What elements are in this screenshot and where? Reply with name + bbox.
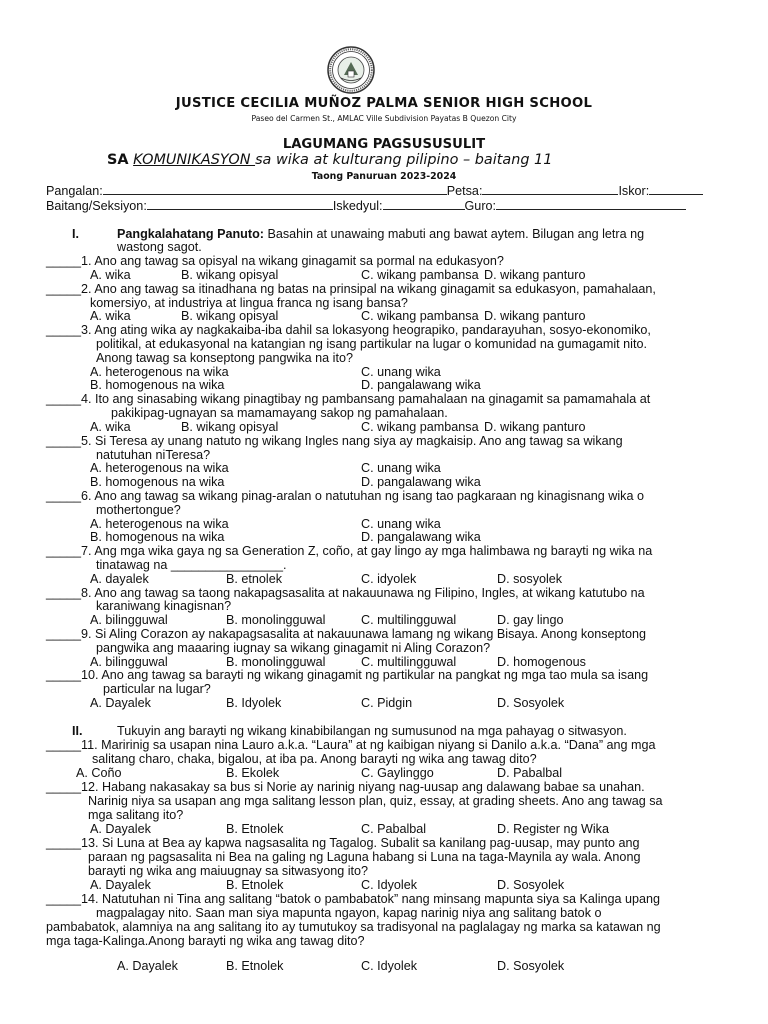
question-13-cont: paraan ng pagsasalita ni Bea na galing ng Laguna habang si Luna na taga-Maynila ay wala. Anong — [88, 850, 641, 864]
question-14: _____14. Natutuhan ni Tina ang salitang “batok o pambabatok” nang minsang mapunta siya sa Kalinga upang — [46, 892, 661, 906]
score-blank[interactable] — [649, 184, 703, 195]
choice-9a[interactable]: A. bilingguwal — [90, 655, 168, 669]
choice-11b[interactable]: B. Ekolek — [226, 766, 280, 780]
question-2-cont: komersiyo, at industriya at lingua franca ng isang bansa? — [90, 296, 408, 310]
question-9: _____9. Si Aling Corazon ay nakapagsasalita at nakauunawa lamang ng wikang Bisaya. Anong konseptong — [46, 627, 647, 641]
question-13: _____13. Si Luna at Bea ay kapwa nagsasalita ng Tagalog. Subalit sa kanilang pag-uusap, may punto ang — [46, 836, 640, 850]
choice-1c[interactable]: C. wikang pambansa — [361, 268, 479, 282]
part2-directions: Tukuyin ang barayti ng wikang kinabibilangan ng sumusunod na mga pahayag o sitwasyon. — [117, 724, 627, 738]
question-8-cont: karaniwang kinagisnan? — [96, 599, 232, 613]
teacher-label: Guro: — [464, 199, 497, 213]
schedule-blank[interactable] — [383, 199, 465, 210]
school-year: Taong Panuruan 2023-2024 — [311, 171, 457, 182]
choice-3a[interactable]: A. heterogenous na wika — [90, 365, 229, 379]
choice-5d[interactable]: D. pangalawang wika — [361, 475, 481, 489]
score-label: Iskor: — [618, 184, 650, 198]
choice-10c[interactable]: C. Pidgin — [361, 696, 413, 710]
choice-1d[interactable]: D. wikang panturo — [484, 268, 586, 282]
subject-prefix: SA — [107, 152, 129, 168]
choice-4a[interactable]: A. wika — [90, 420, 131, 434]
question-14-cont: magpalagay nito. Saan man siya mapunta ngayon, kapag narinig niya ang salitang batok o — [96, 906, 602, 920]
school-address: Paseo del Carmen St., AMLAC Ville Subdivision Payatas B Quezon City — [251, 114, 517, 123]
question-10-cont: particular na lugar? — [103, 682, 211, 696]
question-10: _____10. Ano ang tawag sa barayti ng wikang ginagamit ng partikular na pangkat ng mga tao mula sa isang — [46, 668, 649, 682]
choice-13c[interactable]: C. Idyolek — [361, 878, 417, 892]
question-7-cont: tinatawag na ________________. — [96, 558, 287, 572]
choice-13a[interactable]: A. Dayalek — [90, 878, 151, 892]
choice-8c[interactable]: C. multilingguwal — [361, 613, 457, 627]
choice-12d[interactable]: D. Register ng Wika — [497, 822, 609, 836]
question-9-cont: pangwika ang maaaring iugnay sa wikang ginagamit ni Aling Corazon? — [96, 641, 491, 655]
name-blank[interactable] — [103, 184, 447, 195]
question-2: _____2. Ano ang tawag sa itinadhana ng batas na prinsipal na wikang ginagamit sa edukasyon, pamahalaan, — [46, 282, 656, 296]
question-12: _____12. Habang nakasakay sa bus si Norie ay narinig niyang nag-uusap ang dalawang babae sa unahan. — [46, 780, 645, 794]
name-label: Pangalan: — [46, 184, 103, 198]
choice-6d[interactable]: D. pangalawang wika — [361, 530, 481, 544]
choice-2a[interactable]: A. wika — [90, 309, 131, 323]
choice-10b[interactable]: B. Idyolek — [226, 696, 282, 710]
choice-12b[interactable]: B. Etnolek — [226, 822, 284, 836]
question-6: _____6. Ano ang tawag sa wikang pinag-aralan o natutuhan ng isang tao pagkaraan ng kinagisnang wika o — [46, 489, 644, 503]
question-7: _____7. Ang mga wika gaya ng sa Generation Z, coño, at gay lingo ay mga halimbawa ng barayti ng wika na — [46, 544, 653, 558]
question-12-cont: Narinig niya sa usapan ang mga salitang lesson plan, quiz, essay, at grading sheets. Ano ang tawag sa — [88, 794, 663, 808]
choice-5b[interactable]: B. homogenous na wika — [90, 475, 225, 489]
question-5: _____5. Si Teresa ay unang natuto ng wikang Ingles nang siya ay magkaisip. Ano ang tawag sa wikang — [46, 434, 623, 448]
question-11: _____11. Maririnig sa usapan nina Lauro a.k.a. “Laura” at ng kaibigan niyang si Danilo a.k.a. “Dana” ang mga — [46, 738, 656, 752]
choice-13b[interactable]: B. Etnolek — [226, 878, 284, 892]
choice-3d[interactable]: D. pangalawang wika — [361, 378, 481, 392]
school-name: JUSTICE CECILIA MUÑOZ PALMA SENIOR HIGH SCHOOL — [175, 96, 593, 111]
exam-title: LAGUMANG PAGSUSUSULIT — [282, 137, 486, 152]
question-13-cont2: barayti ng wika ang maiuugnay sa sitwasyong ito? — [88, 864, 369, 878]
question-12-cont2: mga salitang ito? — [88, 808, 184, 822]
school-seal-logo — [326, 45, 376, 95]
choice-2b[interactable]: B. wikang opisyal — [181, 309, 279, 323]
directions-label: Pangkalahatang Panuto: — [117, 227, 264, 241]
choice-6a[interactable]: A. heterogenous na wika — [90, 517, 229, 531]
directions-text: Basahin at unawaing mabuti ang bawat aytem. Bilugan ang letra ng — [267, 227, 645, 241]
name-field[interactable] — [46, 184, 703, 198]
choice-4b[interactable]: B. wikang opisyal — [181, 420, 279, 434]
choice-8a[interactable]: A. bilingguwal — [90, 613, 168, 627]
choice-5c[interactable]: C. unang wika — [361, 461, 441, 475]
choice-3c[interactable]: C. unang wika — [361, 365, 441, 379]
section-blank[interactable] — [147, 199, 333, 210]
date-label: Petsa: — [446, 184, 483, 198]
question-11-cont: salitang charo, chaka, bigalou, at iba pa. Anong barayti ng wika ang tawag dito? — [92, 752, 537, 766]
question-4: _____4. Ito ang sinasabing wikang pinagtibay ng pambansang pamahalaan na ginagamit sa pamamahala at — [46, 392, 651, 406]
subject-full-title: sa wika at kulturang pilipino – baitang 11 — [255, 152, 553, 168]
choice-12a[interactable]: A. Dayalek — [90, 822, 151, 836]
part1-directions-cont: wastong sagot. — [117, 240, 202, 254]
choice-14b[interactable]: B. Etnolek — [226, 959, 284, 973]
question-1: _____1. Ano ang tawag sa opisyal na wikang ginagamit sa pormal na edukasyon? — [46, 254, 504, 268]
choice-5a[interactable]: A. heterogenous na wika — [90, 461, 229, 475]
choice-12c[interactable]: C. Pabalbal — [361, 822, 427, 836]
question-3: _____3. Ang ating wika ay nagkakaiba-iba dahil sa lokasyong heograpiko, pandarayuhan, sosyo-ekonomiko, — [46, 323, 651, 337]
part1-number: I. — [72, 227, 79, 241]
question-3-cont2: Anong tawag sa konseptong pangwika na ito? — [96, 351, 353, 365]
choice-9b[interactable]: B. monolingguwal — [226, 655, 326, 669]
choice-7b[interactable]: B. etnolek — [226, 572, 283, 586]
choice-2d[interactable]: D. wikang panturo — [484, 309, 586, 323]
question-4-cont: pakikipag-ugnayan sa mamamayang sakop ng pamahalaan. — [111, 406, 448, 420]
choice-2c[interactable]: C. wikang pambansa — [361, 309, 479, 323]
choice-7a[interactable]: A. dayalek — [90, 572, 149, 586]
question-14-cont3: mga taga-Kalinga.Anong barayti ng wika ang tawag dito? — [46, 934, 365, 948]
question-3-cont: politikal, at edukasyonal na katangian ng isang partikular na lugar o komunidad na gumagamit nito. — [96, 337, 647, 351]
choice-10a[interactable]: A. Dayalek — [90, 696, 151, 710]
part2-number: II. — [72, 724, 83, 738]
choice-11d[interactable]: D. Pabalbal — [497, 766, 563, 780]
choice-6c[interactable]: C. unang wika — [361, 517, 441, 531]
part1-directions — [117, 227, 644, 241]
schedule-label: Iskedyul: — [332, 199, 383, 213]
choice-14c[interactable]: C. Idyolek — [361, 959, 417, 973]
choice-9d[interactable]: D. homogenous — [497, 655, 586, 669]
choice-13d[interactable]: D. Sosyolek — [497, 878, 565, 892]
choice-11a[interactable]: A. Coño — [76, 766, 122, 780]
choice-1b[interactable]: B. wikang opisyal — [181, 268, 279, 282]
subject-name: KOMUNIKASYON — [133, 152, 256, 168]
choice-11c[interactable]: C. Gaylinggo — [361, 766, 434, 780]
choice-4d[interactable]: D. wikang panturo — [484, 420, 586, 434]
choice-4c[interactable]: C. wikang pambansa — [361, 420, 479, 434]
question-14-cont2: pambabatok, alamniya na ang salitang ito ay tumutukoy sa tradisyonal na paglalagay ng marka sa katawan ng — [46, 920, 661, 934]
choice-14a[interactable]: A. Dayalek — [117, 959, 178, 973]
choice-7c[interactable]: C. idyolek — [361, 572, 417, 586]
choice-8b[interactable]: B. monolingguwal — [226, 613, 326, 627]
choice-1a[interactable]: A. wika — [90, 268, 131, 282]
section-label: Baitang/Seksiyon: — [46, 199, 147, 213]
teacher-blank[interactable] — [496, 199, 686, 210]
question-5-cont: natutuhan niTeresa? — [96, 448, 211, 462]
exam-subject-line — [107, 152, 552, 168]
choice-9c[interactable]: C. multilingguwal — [361, 655, 457, 669]
choice-8d[interactable]: D. gay lingo — [497, 613, 564, 627]
choice-14d[interactable]: D. Sosyolek — [497, 959, 565, 973]
choice-10d[interactable]: D. Sosyolek — [497, 696, 565, 710]
choice-6b[interactable]: B. homogenous na wika — [90, 530, 225, 544]
section-field[interactable] — [46, 199, 686, 213]
date-blank[interactable] — [482, 184, 618, 195]
question-8: _____8. Ano ang tawag sa taong nakapagsasalita at nakauunawa ng Filipino, Ingles, at wikang katutubo na — [46, 586, 645, 600]
choice-7d[interactable]: D. sosyolek — [497, 572, 563, 586]
choice-3b[interactable]: B. homogenous na wika — [90, 378, 225, 392]
question-6-cont: mothertongue? — [96, 503, 181, 517]
